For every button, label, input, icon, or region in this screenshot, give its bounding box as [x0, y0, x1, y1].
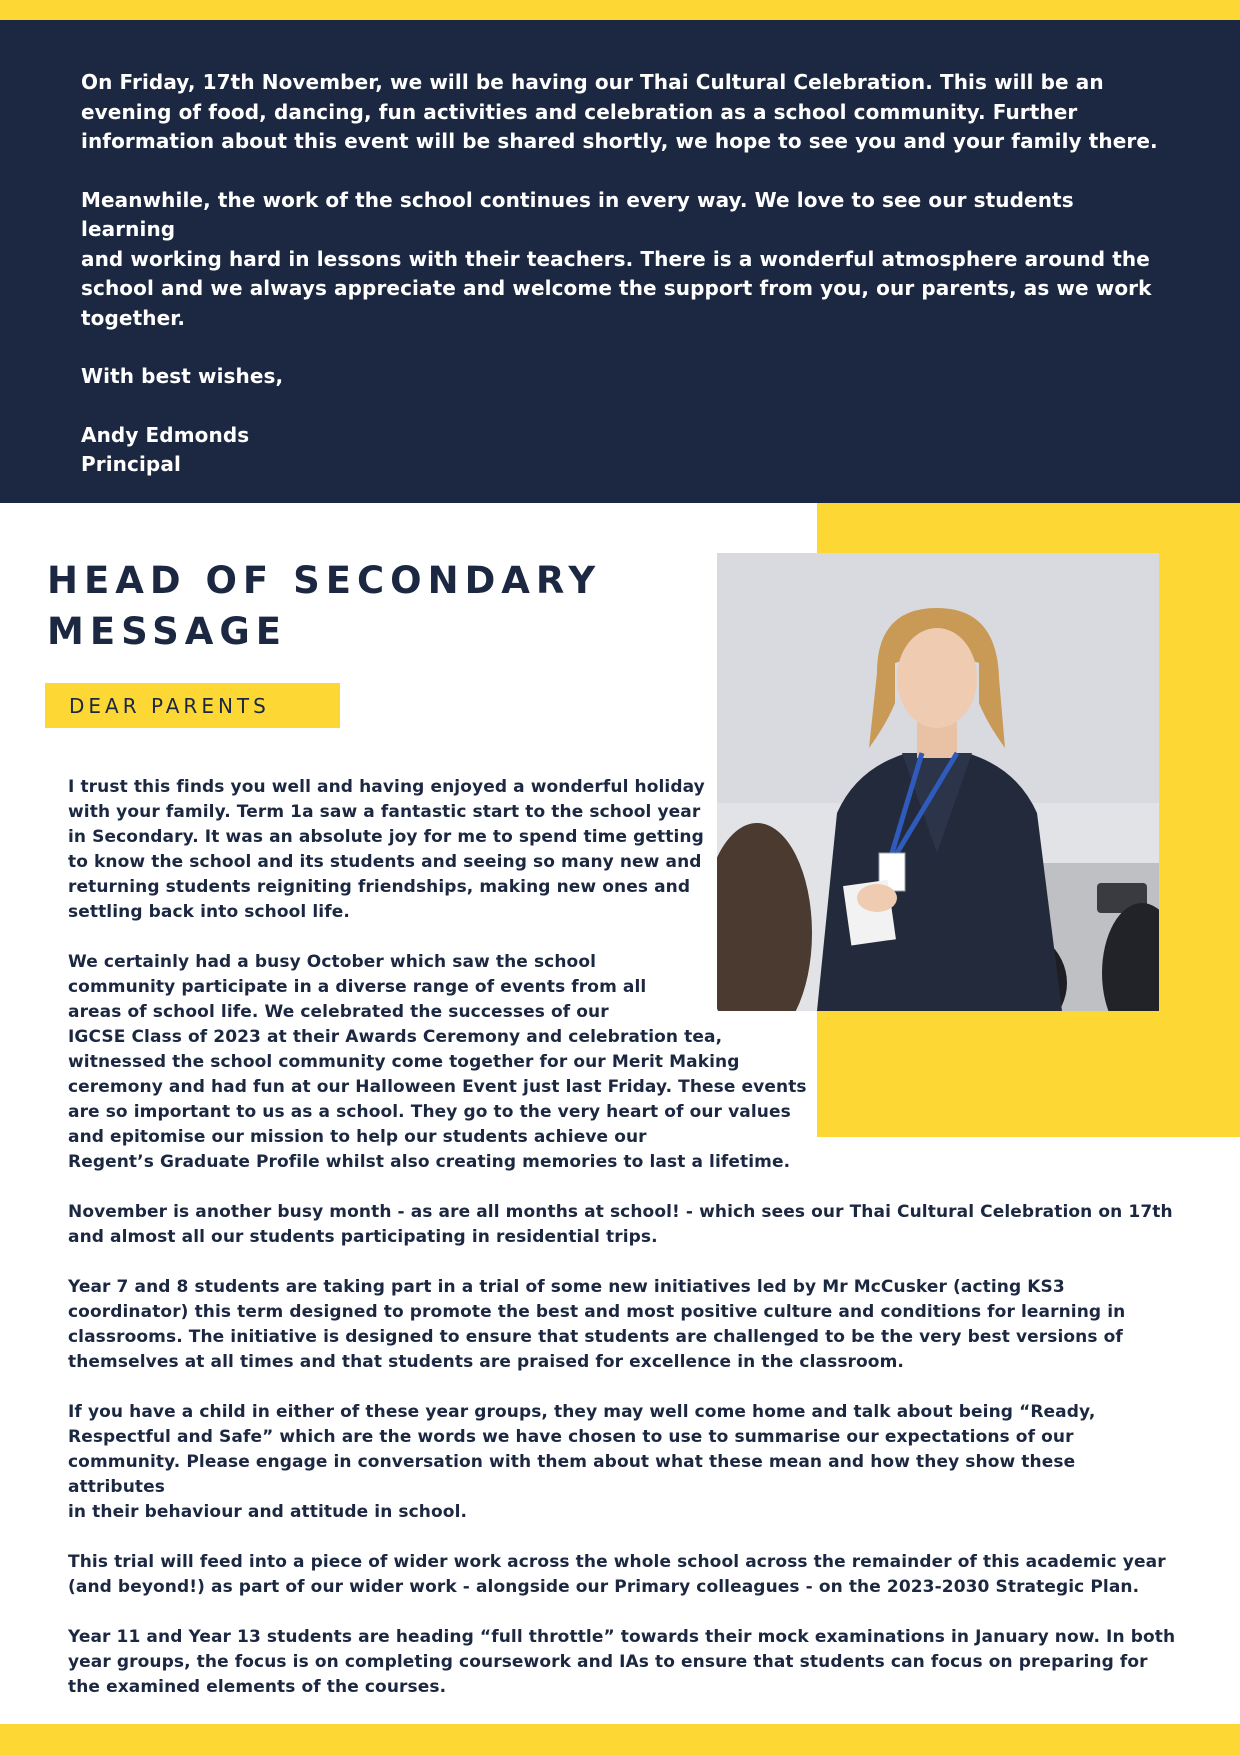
body-paragraph-1: I trust this finds you well and having enjoyed a wonderful holiday with your family. Term 1a saw a fantastic start to the school year in Secondary. It was an absolute joy for me to spend time getting to know the school and its students and seeing so many new and returning students reigniting friendships, making new ones and settling back into school life.	[68, 777, 705, 922]
section-title-line-1: HEAD OF SECONDARY	[47, 559, 602, 602]
top-stripe	[0, 0, 1240, 20]
letter-closing: With best wishes,	[81, 364, 284, 388]
body-paragraph-3: November is another busy month - as are all months at school! - which sees our Thai Cultural Celebration on 17th and almost all our students participating in residential trips.	[68, 1202, 1173, 1247]
section-title-line-2: MESSAGE	[47, 610, 288, 653]
body-paragraph-4: Year 7 and 8 students are taking part in a trial of some new initiatives led by Mr McCusker (acting KS3 coordinator) this term designed to promote the best and most positive culture and conditions for learning in classrooms. The initiative is designed to ensure that students are challenged to be the very best versions of themselves at all times and that students are praised for excellence in the classroom.	[68, 1277, 1126, 1372]
signature-name: Andy Edmonds	[81, 422, 250, 447]
body-paragraph-7: Year 11 and Year 13 students are heading “full throttle” towards their mock examinations in January now. In both year groups, the focus is on completing coursework and IAs to ensure that students can focus on preparing for the examined elements of the courses.	[68, 1627, 1176, 1697]
signature-title: Principal	[81, 452, 181, 476]
body-paragraph-5: If you have a child in either of these year groups, they may well come home and talk about being “Ready, Respectful and Safe” which are the words we have chosen to use to summarise our expectations of our community. Please engage in conversation with them about what these mean and how they show these attributes in their behaviour and attitude in school.	[68, 1402, 1096, 1522]
message-body	[68, 775, 1178, 1725]
letter-signature	[81, 421, 1170, 480]
letter-paragraph-1: On Friday, 17th November, we will be having our Thai Cultural Celebration. This will be an evening of food, dancing, fun activities and celebration as a school community. Further information about this event will be shared shortly, we hope to see you and your family there.	[81, 70, 1158, 153]
subtitle-text: DEAR PARENTS	[69, 693, 270, 718]
principal-letter-panel	[0, 20, 1240, 503]
section-title	[47, 555, 687, 657]
bottom-stripe	[0, 1724, 1240, 1755]
body-paragraph-6: This trial will feed into a piece of wider work across the whole school across the remainder of this academic year (and beyond!) as part of our wider work - alongside our Primary colleagues - on the 2023-2030 Strategic Plan.	[68, 1552, 1166, 1597]
subtitle-badge	[45, 683, 340, 728]
letter-paragraph-2: Meanwhile, the work of the school continues in every way. We love to see our students learning and working hard in lessons with their teachers. There is a wonderful atmosphere around the school and we always appreciate and welcome the support from you, our parents, as we work together.	[81, 187, 1152, 330]
body-paragraph-2: We certainly had a busy October which saw the school community participate in a diverse range of events from all areas of school life. We celebrated the successes of our IGCSE Class of 2023 at their Awards Ceremony and celebration tea, witnessed the school community come together for our Merit Making ceremony and had fun at our Halloween Event just last Friday. These events are so important to us as a school. They go to the very heart of our values and epitomise our mission to help our students achieve our Regent’s Graduate Profile whilst also creating memories to last a lifetime.	[68, 952, 807, 1172]
